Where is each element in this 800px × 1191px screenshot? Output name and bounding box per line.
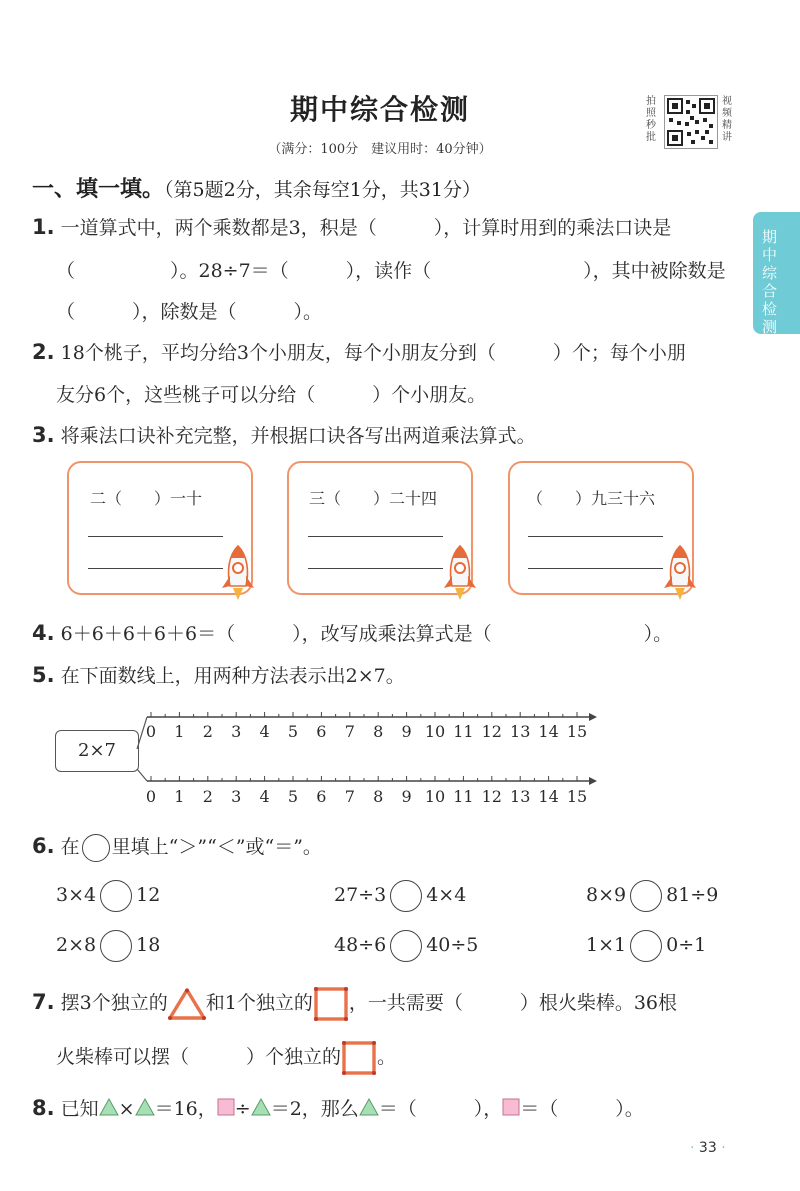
matchstick-square-icon [313, 986, 349, 1022]
q2-number: 2. [32, 340, 55, 364]
number-line-bottom-label: 13 [510, 787, 531, 805]
q6-number: 6. [32, 834, 55, 858]
rocket-icon [218, 544, 258, 602]
q8-text-g: ＝（ ）。 [520, 1098, 644, 1120]
q1-number: 1. [32, 215, 55, 239]
page-title: 期中综合检测 [289, 93, 470, 126]
section-heading-title: 一、填一填。 [32, 177, 165, 202]
expression-box: 2×7 [55, 730, 139, 772]
number-line-top-label: 2 [202, 722, 213, 741]
compare-circle[interactable] [390, 930, 422, 962]
q5-text: 在下面数线上，用两种方法表示出2×7。 [60, 665, 405, 687]
q7-line2 [56, 1040, 396, 1076]
multiplication-rhyme-2: 三（ ）二十四 [309, 489, 438, 508]
q6-text-post: 里填上“＞”“＜”或“＝”。 [111, 836, 322, 858]
number-line-top-label: 15 [566, 722, 588, 741]
comparison-item: 48÷6 40÷5 [334, 930, 478, 962]
answer-line[interactable] [528, 536, 663, 537]
answer-line[interactable] [308, 536, 443, 537]
answer-line[interactable] [88, 568, 223, 569]
q8-text-e: ＝2，那么 [270, 1098, 359, 1120]
compare-circle[interactable] [100, 930, 132, 962]
section-heading [32, 172, 481, 203]
page-subtitle: （满分：100分 建议用时：40分钟） [268, 142, 492, 157]
q8-text-c: ＝16， [154, 1098, 217, 1120]
rocket-icon [440, 544, 480, 602]
q7-line1 [32, 986, 677, 1022]
number-line-top-label: 11 [453, 722, 474, 741]
square-icon [217, 1098, 235, 1116]
matchstick-triangle-icon [168, 988, 206, 1020]
number-line-bottom-label: 5 [287, 787, 299, 805]
compare-circle[interactable] [390, 880, 422, 912]
q5-line [32, 661, 405, 688]
q8-text-b: × [118, 1098, 135, 1120]
number-line-bottom-label: 6 [316, 787, 327, 805]
number-line-bottom-label: 3 [231, 787, 242, 805]
compare-circle[interactable] [630, 930, 662, 962]
q1-line3: （ ），除数是（ ）。 [56, 301, 323, 323]
number-line-bottom-label: 1 [174, 787, 185, 805]
number-line-bottom-label: 14 [538, 787, 559, 805]
q7-text-d: 火柴棒可以摆（ ）个独立的 [56, 1046, 342, 1068]
number-line-bottom-label: 15 [566, 787, 588, 805]
answer-line[interactable] [528, 568, 663, 569]
q1-text-1: 一道算式中，两个乘数都是3，积是（ ），计算时用到的乘法口诀是 [60, 217, 672, 239]
q7-text-b: 和1个独立的 [205, 992, 313, 1014]
triangle-icon [135, 1098, 155, 1116]
number-line-bottom-label: 10 [424, 787, 446, 805]
number-line-top-label: 5 [287, 722, 299, 741]
compare-circle[interactable] [100, 880, 132, 912]
qr-left-caption: 拍照秒批 [646, 96, 656, 143]
arrow-head-top [589, 713, 597, 721]
arrow-head-bottom [589, 777, 597, 785]
q8-line [32, 1094, 644, 1121]
q3-number: 3. [32, 423, 55, 447]
number-line-top-label: 3 [231, 722, 242, 741]
page-number [690, 1140, 726, 1156]
number-line-bottom-label: 4 [259, 787, 270, 805]
section-heading-note: （第5题2分，其余每空1分，共31分） [164, 179, 481, 201]
number-line-bottom-label: 11 [453, 787, 474, 805]
answer-line[interactable] [308, 568, 443, 569]
q1-line1 [32, 213, 671, 240]
q3-text: 将乘法口诀补充完整，并根据口诀各写出两道乘法算式。 [60, 425, 536, 447]
number-line-top-label: 6 [316, 722, 327, 741]
connector-line-bottom [137, 769, 147, 781]
number-line-top-label: 0 [145, 722, 157, 741]
number-line-bottom-label: 9 [401, 787, 412, 805]
page-number-dot-right: · [721, 1140, 726, 1156]
answer-line[interactable] [88, 536, 223, 537]
square-icon [502, 1098, 520, 1116]
number-line-top-label: 14 [538, 722, 559, 741]
comparison-item: 27÷3 4×4 [334, 880, 466, 912]
multiplication-rhyme-1: 二（ ）一十 [90, 489, 203, 508]
q8-text-a: 已知 [60, 1098, 99, 1120]
q8-number: 8. [32, 1096, 55, 1120]
comparison-item: 8×9 81÷9 [586, 880, 718, 912]
rocket-icon [660, 544, 700, 602]
number-line-top-label: 1 [174, 722, 185, 741]
q5-number: 5. [32, 663, 55, 687]
q7-text-e: 。 [377, 1046, 397, 1068]
q7-text-a: 摆3个独立的 [60, 992, 168, 1014]
number-line-bottom-label: 7 [344, 787, 355, 805]
q8-text-f: ＝（ ）， [378, 1098, 503, 1120]
number-line-top-label: 9 [401, 722, 412, 741]
q6-line [32, 832, 322, 862]
number-line-top-label: 4 [259, 722, 270, 741]
page-number-dot-left: · [690, 1140, 695, 1156]
q4-text: 6＋6＋6＋6＋6＝（ ），改写成乘法算式是（ ）。 [60, 623, 673, 645]
comparison-item: 3×4 12 [56, 880, 160, 912]
q2-line1 [32, 338, 686, 365]
qr-code-icon[interactable] [664, 95, 718, 149]
page-number-value: 33 [698, 1140, 717, 1156]
number-line-top-label: 7 [344, 722, 355, 741]
triangle-icon [359, 1098, 379, 1116]
q8-text-d: ÷ [234, 1098, 251, 1120]
matchstick-square-icon [341, 1040, 377, 1076]
number-line-top-label: 10 [424, 722, 446, 741]
q7-text-c: ，一共需要（ ）根火柴棒。36根 [348, 992, 678, 1014]
number-line-top-label: 12 [481, 722, 502, 741]
q1-line2: （ ）。28÷7＝（ ），读作（ ），其中被除数是 [56, 260, 726, 282]
number-line-top-label: 8 [373, 722, 384, 741]
triangle-icon [99, 1098, 119, 1116]
qr-right-caption: 视频精讲 [722, 96, 732, 143]
compare-circle-icon [82, 834, 110, 862]
number-line-bottom-label: 12 [481, 787, 502, 805]
number-line-top-label: 13 [510, 722, 531, 741]
q3-line [32, 421, 536, 448]
comparison-item: 2×8 18 [56, 930, 160, 962]
number-line-bottom-label: 8 [373, 787, 384, 805]
q2-text-1: 18个桃子，平均分给3个小朋友，每个小朋友分到（ ）个；每个小朋 [60, 342, 686, 364]
compare-circle[interactable] [630, 880, 662, 912]
q6-text-pre: 在 [60, 836, 80, 858]
triangle-icon [251, 1098, 271, 1116]
q4-number: 4. [32, 621, 55, 645]
comparison-item: 1×1 0÷1 [586, 930, 706, 962]
q2-line2: 友分6个，这些桃子可以分给（ ）个小朋友。 [56, 384, 487, 406]
multiplication-rhyme-3: （ ）九三十六 [527, 489, 656, 508]
q4-line [32, 619, 672, 646]
q7-number: 7. [32, 990, 55, 1014]
side-tab-label: 期中综合检测 [762, 228, 778, 336]
number-line-bottom-label: 0 [145, 787, 157, 805]
number-line-bottom-label: 2 [202, 787, 213, 805]
number-lines [135, 705, 605, 805]
